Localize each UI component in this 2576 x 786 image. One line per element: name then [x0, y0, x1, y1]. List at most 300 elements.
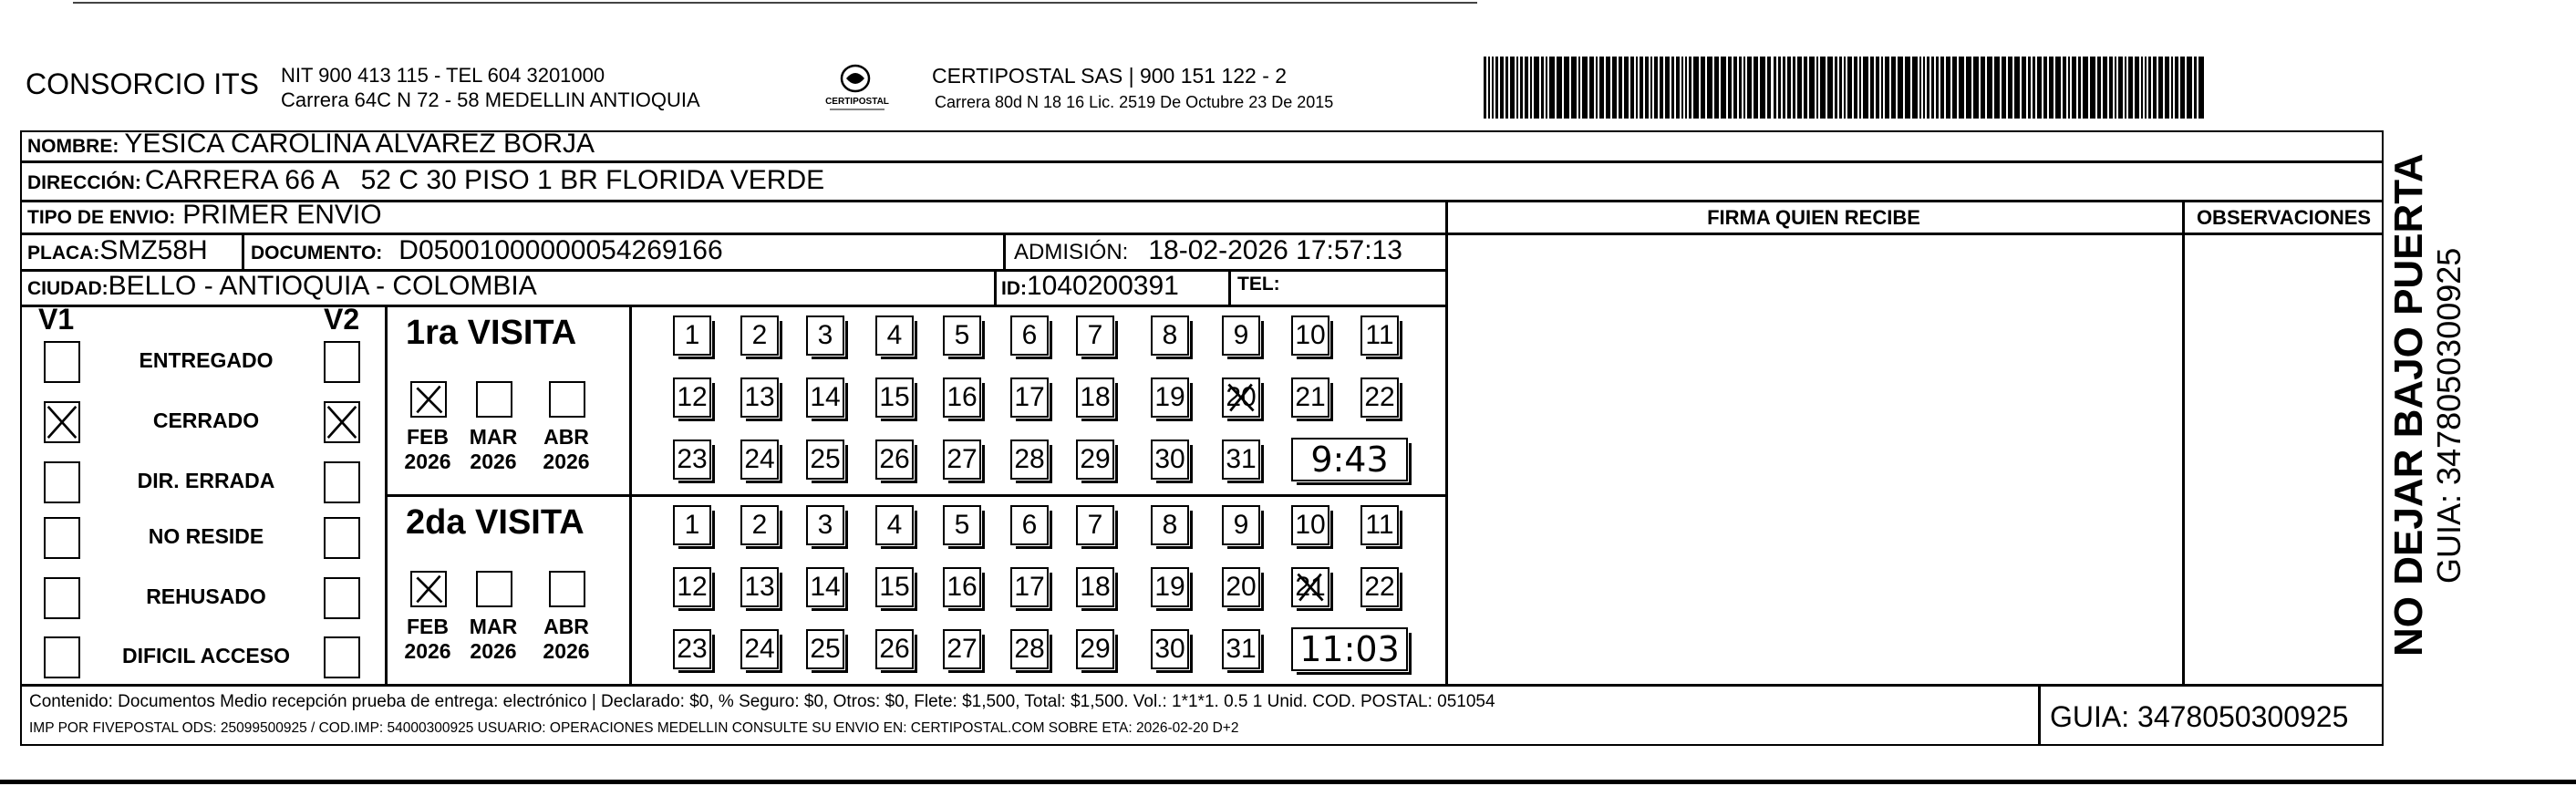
barcode-bar	[1676, 57, 1680, 119]
barcode-bar	[1500, 57, 1504, 119]
month-year: 2026	[404, 450, 451, 473]
status-label: NO RESIDE	[148, 524, 264, 548]
month-checkbox[interactable]	[410, 381, 447, 418]
barcode-bar	[2049, 57, 2054, 119]
month-label	[534, 425, 598, 474]
documento-label: DOCUMENTO:	[251, 243, 383, 264]
barcode-bar	[2171, 57, 2173, 119]
barcode-bar	[1660, 57, 1663, 119]
day-box[interactable]: 19	[1151, 567, 1189, 607]
barcode-bar	[1564, 57, 1569, 119]
day-box[interactable]: 25	[806, 440, 844, 480]
barcode-bar	[1488, 57, 1490, 119]
placa-divider	[242, 233, 244, 269]
month-year: 2026	[404, 639, 451, 663]
status-checkbox-v1[interactable]	[44, 577, 80, 619]
barcode-bar	[1665, 57, 1670, 119]
day-box[interactable]: 18	[1076, 567, 1114, 607]
guia-box-divider	[2038, 684, 2041, 746]
barcode-bar	[1516, 57, 1518, 119]
barcode-bar	[2198, 57, 2204, 119]
status-label: DIFICIL ACCESO	[121, 644, 290, 667]
day-box[interactable]: 11	[1360, 505, 1399, 545]
day-box[interactable]: 21	[1291, 377, 1329, 418]
month-checkbox[interactable]	[476, 381, 512, 418]
barcode-bar	[1844, 57, 1846, 119]
barcode-bar	[1525, 57, 1528, 119]
day-box[interactable]: 15	[875, 567, 914, 607]
status-checkbox-v1[interactable]	[44, 461, 80, 503]
barcode-bar	[1546, 57, 1547, 119]
barcode-bar	[2118, 57, 2123, 119]
barcode-bar	[1549, 57, 1555, 119]
barcode-bar	[1701, 57, 1705, 119]
id-row	[1001, 271, 1179, 302]
barcode-bar	[2033, 57, 2035, 119]
company-nit: NIT 900 413 115 - TEL 604 3201000	[281, 64, 605, 87]
tipo-value: PRIMER ENVIO	[182, 200, 382, 230]
barcode-bar	[1854, 57, 1857, 119]
barcode-bar	[1912, 57, 1918, 119]
day-box[interactable]: 2	[740, 505, 779, 545]
barcode-bar	[2037, 57, 2042, 119]
barcode-bar	[1898, 57, 1903, 119]
tipo-row	[27, 200, 382, 231]
tipo-label: TIPO DE ENVIO:	[27, 207, 176, 228]
barcode-bar	[1640, 57, 1643, 119]
day-box[interactable]: 7	[1076, 315, 1114, 356]
day-box[interactable]: 22	[1360, 567, 1399, 607]
day-box[interactable]: 21	[1291, 567, 1329, 607]
barcode-bar	[1923, 57, 1925, 119]
barcode-bar	[1952, 57, 1957, 119]
check-mark-icon	[326, 403, 358, 441]
barcode-bar	[1596, 57, 1598, 119]
barcode-bar	[1946, 57, 1950, 119]
certipostal-logo	[812, 62, 903, 115]
row-line	[385, 494, 1447, 497]
barcode-bar	[1728, 57, 1732, 119]
day-box[interactable]: 5	[943, 315, 981, 356]
observaciones-label: OBSERVACIONES	[2196, 206, 2372, 229]
day-mark-icon	[1224, 379, 1258, 416]
nombre-value: YESICA CAROLINA ALVAREZ BORJA	[124, 129, 595, 159]
barcode-bar	[1484, 57, 1486, 119]
check-mark-icon	[412, 573, 445, 605]
barcode-bar	[1747, 57, 1752, 119]
day-box[interactable]: 1	[673, 505, 711, 545]
barcode-bar	[1733, 57, 1737, 119]
firma-label: FIRMA QUIEN RECIBE	[1707, 206, 1920, 229]
barcode-bar	[2083, 57, 2088, 119]
barcode-bar	[1636, 57, 1638, 119]
day-box[interactable]: 15	[875, 377, 914, 418]
barcode-bar	[1671, 57, 1674, 119]
signature-area[interactable]	[1448, 235, 2182, 684]
barcode-bar	[2068, 57, 2070, 119]
admision-row	[1014, 235, 1402, 266]
day-box[interactable]: 20	[1222, 377, 1260, 418]
barcode-bar	[1714, 57, 1719, 119]
day-box[interactable]: 12	[673, 567, 711, 607]
visit-title-divider	[629, 305, 632, 686]
barcode-bar	[2115, 57, 2116, 119]
day-box[interactable]: 24	[740, 440, 779, 480]
ciudad-label: CIUDAD:	[27, 278, 109, 299]
admision-value: 18-02-2026 17:57:13	[1148, 235, 1402, 265]
barcode-bar	[1774, 57, 1776, 119]
day-box[interactable]: 28	[1010, 629, 1049, 669]
barcode-bar	[2128, 57, 2133, 119]
placa-row	[27, 235, 208, 266]
day-box[interactable]: 14	[806, 377, 844, 418]
id-divider	[994, 269, 997, 305]
placa-value: SMZ58H	[99, 235, 208, 265]
status-label: CERRADO	[152, 409, 260, 432]
status-checkbox-v1[interactable]	[44, 517, 80, 559]
tel-row	[1237, 274, 1280, 295]
day-box[interactable]: 27	[943, 440, 981, 480]
day-box[interactable]: 24	[740, 629, 779, 669]
day-box[interactable]: 23	[673, 440, 711, 480]
barcode-bar	[1578, 57, 1580, 119]
status-checkbox-v2[interactable]	[324, 341, 360, 383]
status-checkbox-v1[interactable]	[44, 341, 80, 383]
direccion-label: DIRECCIÓN:	[27, 172, 141, 193]
barcode-bar	[2063, 57, 2066, 119]
day-box[interactable]: 31	[1222, 629, 1260, 669]
barcode-bar	[2008, 57, 2012, 119]
day-box[interactable]: 23	[673, 629, 711, 669]
day-box[interactable]: 3	[806, 315, 844, 356]
day-box[interactable]: 17	[1010, 567, 1049, 607]
barcode-bar	[2194, 57, 2197, 119]
company-name: CONSORCIO ITS	[26, 67, 260, 100]
barcode-bar	[1787, 57, 1791, 119]
barcode-bar	[1804, 57, 1807, 119]
day-box[interactable]: 22	[1360, 377, 1399, 418]
barcode-bar	[1809, 57, 1815, 119]
barcode-bar	[1693, 57, 1699, 119]
barcode-bar	[2175, 57, 2178, 119]
day-box[interactable]: 9	[1222, 315, 1260, 356]
barcode-bar	[1681, 57, 1683, 119]
barcode-bar	[1650, 57, 1652, 119]
day-box[interactable]: 29	[1076, 629, 1114, 669]
barcode-bar	[1936, 57, 1939, 119]
bottom-edge-line	[0, 780, 2576, 784]
barcode-bar	[2090, 57, 2095, 119]
nombre-row	[27, 129, 595, 160]
day-box[interactable]: 31	[1222, 440, 1260, 480]
barcode-bar	[1839, 57, 1842, 119]
barcode-bar	[1520, 57, 1523, 119]
side-guia: GUIA: 3478050300925	[2430, 247, 2467, 584]
guia-box-text: GUIA: 3478050300925	[2050, 700, 2349, 733]
day-box[interactable]: 16	[943, 377, 981, 418]
nombre-label: NOMBRE:	[27, 136, 119, 157]
day-box[interactable]: 16	[943, 567, 981, 607]
status-divider	[385, 305, 388, 686]
day-box[interactable]: 10	[1291, 315, 1329, 356]
day-box[interactable]: 5	[943, 505, 981, 545]
barcode-bar	[2103, 57, 2107, 119]
barcode-bar	[1859, 57, 1861, 119]
day-box[interactable]: 4	[875, 505, 914, 545]
barcode-bar	[1778, 57, 1781, 119]
barcode-bar	[1510, 57, 1515, 119]
barcode-bar	[1685, 57, 1687, 119]
barcode-bar	[2135, 57, 2139, 119]
id-value: 1040200391	[1027, 271, 1179, 301]
barcode-bar	[2055, 57, 2061, 119]
status-checkbox-v1[interactable]	[44, 401, 80, 443]
barcode-bar	[1645, 57, 1649, 119]
barcode-bar	[1919, 57, 1921, 119]
barcode-bar	[2125, 57, 2126, 119]
barcode-bar	[1876, 57, 1879, 119]
day-box[interactable]: 13	[740, 377, 779, 418]
month-label	[396, 425, 460, 474]
v1-label: V1	[38, 303, 75, 336]
barcode-bar	[2153, 57, 2157, 119]
day-box[interactable]: 12	[673, 377, 711, 418]
month-label	[534, 615, 598, 664]
barcode-bar	[1541, 57, 1544, 119]
admision-label: ADMISIÓN:	[1014, 240, 1129, 264]
month-name: FEB	[407, 615, 449, 638]
barcode-bar	[1630, 57, 1634, 119]
month-year: 2026	[470, 639, 517, 663]
barcode-bar	[1881, 57, 1883, 119]
barcode-bar	[1739, 57, 1742, 119]
month-year: 2026	[543, 450, 590, 473]
barcode-bar	[1495, 57, 1498, 119]
barcode-bar	[2109, 57, 2113, 119]
barcode-bar	[1966, 57, 1971, 119]
day-box[interactable]: 4	[875, 315, 914, 356]
visit-time[interactable]: 11:03	[1291, 627, 1408, 671]
day-mark-icon	[1293, 569, 1328, 605]
top-edge-line	[73, 2, 1477, 4]
barcode-bar	[1606, 57, 1610, 119]
day-box[interactable]: 18	[1076, 377, 1114, 418]
barcode-bar	[1987, 57, 1992, 119]
barcode-bar	[1721, 57, 1726, 119]
status-label: REHUSADO	[146, 584, 266, 608]
barcode-bar	[1847, 57, 1852, 119]
barcode-bar	[2141, 57, 2143, 119]
month-label	[396, 615, 460, 664]
barcode-bar	[2078, 57, 2081, 119]
month-checkbox[interactable]	[476, 571, 512, 607]
barcode-icon	[1482, 53, 2207, 122]
barcode-bar	[1816, 57, 1818, 119]
day-box[interactable]: 19	[1151, 377, 1189, 418]
barcode-bar	[1885, 57, 1889, 119]
barcode-bar	[1931, 57, 1934, 119]
day-box[interactable]: 14	[806, 567, 844, 607]
visit-time[interactable]: 9:43	[1291, 438, 1408, 481]
day-box[interactable]: 7	[1076, 505, 1114, 545]
visit-title: 2da VISITA	[406, 503, 585, 542]
barcode-bar	[2022, 57, 2026, 119]
barcode-bar	[2002, 57, 2006, 119]
day-box[interactable]: 20	[1222, 567, 1260, 607]
barcode-bar	[1589, 57, 1594, 119]
id-label: ID:	[1001, 278, 1027, 299]
status-checkbox-v2[interactable]	[324, 577, 360, 619]
barcode-bar	[1767, 57, 1771, 119]
ciudad-row	[27, 271, 537, 302]
barcode-bar	[1530, 57, 1532, 119]
barcode-bar	[1863, 57, 1868, 119]
barcode-bar	[2014, 57, 2020, 119]
month-year: 2026	[543, 639, 590, 663]
logo-text: CERTIPOSTAL	[825, 97, 889, 107]
footer-print-info: IMP POR FIVEPOSTAL ODS: 25099500925 / COD.IMP: 54000300925 USUARIO: OPERACIONES MEDELLIN CONSULTE SU ENVIO EN: CERTIPOSTAL.COM SOBRE ETA: 2026-02-20 D+2	[29, 720, 1239, 736]
day-box[interactable]: 6	[1010, 505, 1049, 545]
admision-divider	[1003, 233, 1006, 269]
month-name: FEB	[407, 425, 449, 449]
barcode-bar	[1707, 57, 1712, 119]
row-line	[20, 305, 1447, 307]
status-checkbox-v2[interactable]	[324, 636, 360, 678]
barcode-bar	[1870, 57, 1874, 119]
barcode-bar	[2028, 57, 2031, 119]
barcode-bar	[2145, 57, 2147, 119]
documento-value: D05001000000054269166	[398, 235, 723, 265]
barcode-bar	[1905, 57, 1910, 119]
barcode-bar	[2072, 57, 2076, 119]
month-label	[461, 425, 525, 474]
day-box[interactable]: 2	[740, 315, 779, 356]
company-address: Carrera 64C N 72 - 58 MEDELLIN ANTIOQUIA	[281, 88, 700, 111]
barcode-bar	[1582, 57, 1588, 119]
barcode-bar	[1927, 57, 1929, 119]
documento-row	[251, 235, 723, 266]
carrier-address: Carrera 80d N 18 16 Lic. 2519 De Octubre 23 De 2015	[935, 93, 1334, 111]
barcode-bar	[1689, 57, 1691, 119]
barcode-bar	[1557, 57, 1562, 119]
month-name: ABR	[543, 615, 589, 638]
barcode-bar	[2097, 57, 2101, 119]
ciudad-value: BELLO - ANTIOQUIA - COLOMBIA	[108, 271, 537, 301]
day-box[interactable]: 26	[875, 440, 914, 480]
day-box[interactable]: 28	[1010, 440, 1049, 480]
barcode-bar	[1619, 57, 1622, 119]
month-checkbox[interactable]	[549, 381, 585, 418]
barcode-bar	[1505, 57, 1508, 119]
check-mark-icon	[412, 383, 445, 416]
status-checkbox-v2[interactable]	[324, 461, 360, 503]
barcode-bar	[1891, 57, 1896, 119]
day-box[interactable]: 3	[806, 505, 844, 545]
barcode-bar	[1743, 57, 1745, 119]
barcode-bar	[1612, 57, 1617, 119]
row-line	[20, 684, 2384, 687]
barcode-bar	[2187, 57, 2192, 119]
barcode-bar	[1940, 57, 1944, 119]
barcode-bar	[1571, 57, 1577, 119]
side-warning: NO DEJAR BAJO PUERTA	[2386, 153, 2431, 657]
direccion-row	[27, 165, 824, 196]
day-box[interactable]: 13	[740, 567, 779, 607]
day-box[interactable]: 1	[673, 315, 711, 356]
day-box[interactable]: 26	[875, 629, 914, 669]
month-year: 2026	[470, 450, 517, 473]
row-line	[20, 160, 2384, 163]
day-box[interactable]: 27	[943, 629, 981, 669]
day-box[interactable]: 11	[1360, 315, 1399, 356]
barcode-bar	[1973, 57, 1979, 119]
day-box[interactable]: 8	[1151, 315, 1189, 356]
check-mark-icon	[46, 403, 78, 441]
barcode-bar	[1654, 57, 1658, 119]
month-name: ABR	[543, 425, 589, 449]
month-checkbox[interactable]	[410, 571, 447, 607]
tel-label: TEL:	[1237, 274, 1280, 295]
barcode-bar	[1783, 57, 1785, 119]
month-name: MAR	[469, 425, 518, 449]
status-checkbox-v2[interactable]	[324, 401, 360, 443]
month-checkbox[interactable]	[549, 571, 585, 607]
barcode-bar	[1797, 57, 1802, 119]
status-label: DIR. ERRADA	[137, 469, 275, 492]
day-box[interactable]: 9	[1222, 505, 1260, 545]
day-box[interactable]: 25	[806, 629, 844, 669]
barcode-bar	[1959, 57, 1964, 119]
day-box[interactable]: 8	[1151, 505, 1189, 545]
status-checkbox-v2[interactable]	[324, 517, 360, 559]
barcode-bar	[2165, 57, 2169, 119]
barcode-bar	[1827, 57, 1833, 119]
day-box[interactable]: 29	[1076, 440, 1114, 480]
barcode-bar	[2148, 57, 2151, 119]
barcode-bar	[1599, 57, 1604, 119]
tel-divider	[1228, 269, 1231, 305]
barcode-bar	[1835, 57, 1837, 119]
barcode-bar	[1492, 57, 1494, 119]
direccion-value: CARRERA 66 A 52 C 30 PISO 1 BR FLORIDA VERDE	[144, 165, 825, 195]
barcode-bar	[2158, 57, 2163, 119]
barcode-bar	[1760, 57, 1765, 119]
barcode-bar	[1754, 57, 1758, 119]
day-box[interactable]: 6	[1010, 315, 1049, 356]
day-box[interactable]: 10	[1291, 505, 1329, 545]
carrier-name: CERTIPOSTAL SAS | 900 151 122 - 2	[932, 64, 1288, 88]
day-box[interactable]: 30	[1151, 440, 1189, 480]
day-box[interactable]: 30	[1151, 629, 1189, 669]
barcode-bar	[1820, 57, 1826, 119]
month-label	[461, 615, 525, 664]
placa-label: PLACA:	[27, 243, 100, 264]
footer-contents: Contenido: Documentos Medio recepción prueba de entrega: electrónico | Declarado: $0, % Seguro: $0, Otros: $0, Flete: $1,500, Total: $1,500. Vol.: 1*1*1. 0.5 1 Unid. COD. POSTAL: 051054	[29, 692, 1495, 711]
barcode-bar	[1994, 57, 2000, 119]
barcode-bar	[1624, 57, 1629, 119]
day-box[interactable]: 17	[1010, 377, 1049, 418]
status-checkbox-v1[interactable]	[44, 636, 80, 678]
barcode-bar	[1981, 57, 1985, 119]
status-label: ENTREGADO	[139, 348, 274, 372]
barcode-bar	[1793, 57, 1795, 119]
month-name: MAR	[469, 615, 518, 638]
barcode-bar	[2180, 57, 2185, 119]
visit-title: 1ra VISITA	[406, 314, 577, 352]
barcode-bar	[1534, 57, 1539, 119]
observations-area[interactable]	[2185, 235, 2384, 684]
barcode-bar	[2043, 57, 2047, 119]
